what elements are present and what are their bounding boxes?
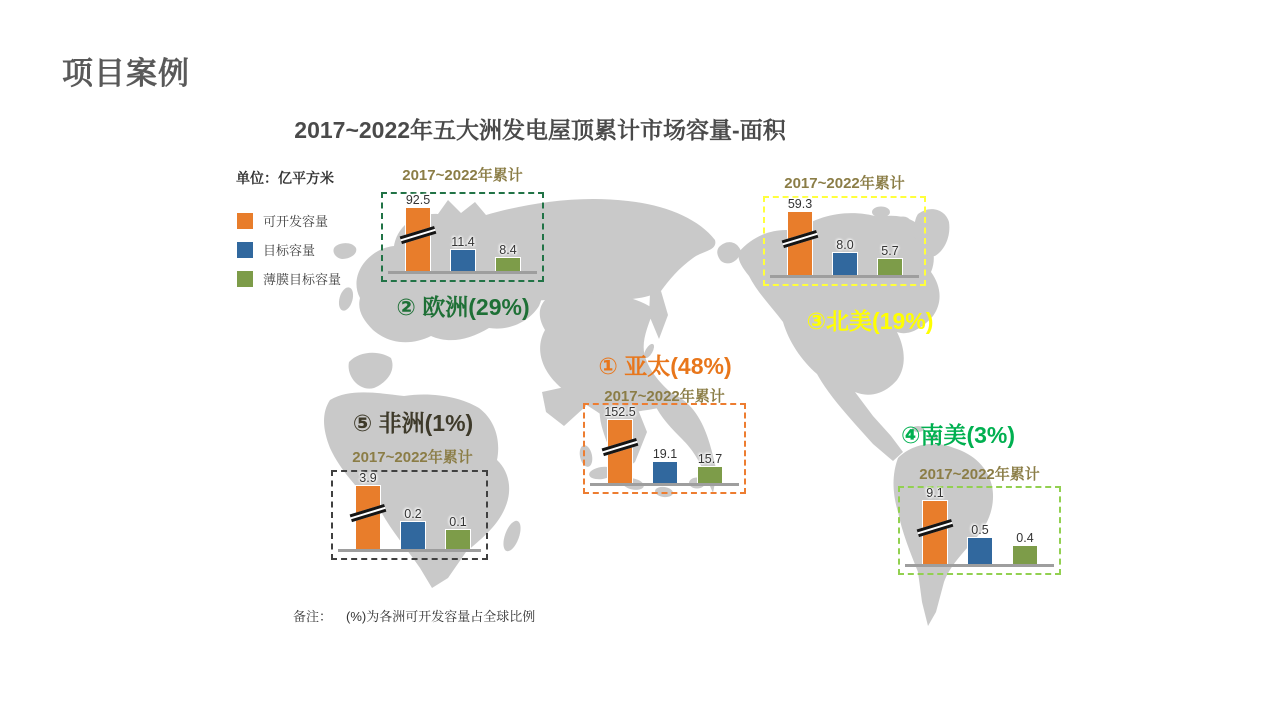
- axis-break-mark: [349, 504, 386, 522]
- bar-value: 5.7: [881, 244, 899, 258]
- kamchatka: [649, 291, 668, 339]
- bar-value: 0.2: [404, 507, 422, 521]
- axis-break-mark: [601, 438, 638, 456]
- iberia: [349, 353, 393, 389]
- bar-value: 152.5: [604, 405, 636, 419]
- bar-thinfilm: [697, 452, 723, 483]
- bar-value: 0.1: [449, 515, 467, 529]
- legend-label: 目标容量: [263, 243, 316, 258]
- region-label-europe: ② 欧洲(29%): [396, 294, 530, 320]
- axis-break-mark: [916, 519, 953, 537]
- bar-thinfilm: [495, 243, 521, 271]
- bar-value: 15.7: [697, 452, 723, 466]
- axis-break-mark: [399, 226, 436, 244]
- period-label: 2017~2022年累计: [604, 388, 725, 405]
- period-label: 2017~2022年累计: [919, 466, 1040, 483]
- footnote-text: (%)为各洲可开发容量占全球比例: [346, 609, 536, 624]
- bar-thinfilm: [445, 515, 471, 549]
- axis-baseline: [590, 483, 739, 486]
- bar-value: 0.4: [1016, 531, 1034, 545]
- chart-box: [381, 192, 544, 282]
- period-label: 2017~2022年累计: [784, 175, 905, 192]
- region-label-north-america: ③北美(19%): [806, 308, 934, 334]
- bar-developable: [405, 193, 431, 271]
- region-label-africa: ⑤ 非洲(1%): [352, 410, 474, 436]
- bar-target: [400, 507, 426, 549]
- unit-label: 单位：亿平方米: [236, 170, 334, 186]
- legend-item-target: [237, 241, 387, 258]
- bar-thinfilm: [1012, 531, 1038, 564]
- developable-capacity-swatch-icon: [237, 213, 253, 229]
- bar-value: 92.5: [405, 193, 431, 207]
- island-madagascar: [500, 519, 524, 554]
- axis-break-mark: [781, 230, 818, 248]
- bar-developable: [922, 486, 948, 564]
- legend: [237, 212, 387, 299]
- bar-developable: [355, 471, 381, 549]
- target-capacity-swatch-icon: [237, 242, 253, 258]
- legend-item-developable: [237, 212, 387, 229]
- bar-value: 9.1: [926, 486, 944, 500]
- chart-box: [763, 196, 926, 286]
- legend-item-thinfilm: [237, 270, 387, 287]
- region-label-asia-pacific: ① 亚太(48%): [598, 353, 732, 379]
- bar-value: 8.4: [499, 243, 517, 257]
- axis-baseline: [905, 564, 1054, 567]
- bar-developable: [787, 197, 813, 275]
- footnote: [293, 606, 535, 625]
- bar-target: [832, 238, 858, 275]
- legend-label: 可开发容量: [263, 214, 329, 229]
- axis-baseline: [338, 549, 481, 552]
- period-label: 2017~2022年累计: [402, 167, 523, 184]
- bar-developable: [604, 405, 636, 483]
- axis-baseline: [770, 275, 919, 278]
- bar-value: 59.3: [787, 197, 813, 211]
- bar-value: 8.0: [836, 238, 854, 252]
- bar-value: 3.9: [359, 471, 377, 485]
- chart-box: [583, 403, 746, 494]
- page-title: 项目案例: [62, 56, 190, 91]
- thinfilm-target-swatch-icon: [237, 271, 253, 287]
- chart-box: [331, 470, 488, 560]
- chart-box: [898, 486, 1061, 575]
- bar-thinfilm: [877, 244, 903, 275]
- bar-target: [450, 235, 476, 271]
- legend-label: 薄膜目标容量: [263, 272, 342, 287]
- bar-target: [652, 447, 678, 483]
- bar-value: 11.4: [451, 235, 475, 249]
- bar-value: 19.1: [652, 447, 678, 461]
- bar-target: [967, 523, 993, 564]
- footnote-prefix: 备注：: [293, 609, 333, 624]
- period-label: 2017~2022年累计: [352, 449, 473, 466]
- region-label-south-america: ④南美(3%): [900, 422, 1016, 448]
- bar-value: 0.5: [971, 523, 989, 537]
- axis-baseline: [388, 271, 537, 274]
- bering-islet: [717, 242, 741, 263]
- chart-title: 2017~2022年五大洲发电屋顶累计市场容量-面积: [294, 117, 786, 143]
